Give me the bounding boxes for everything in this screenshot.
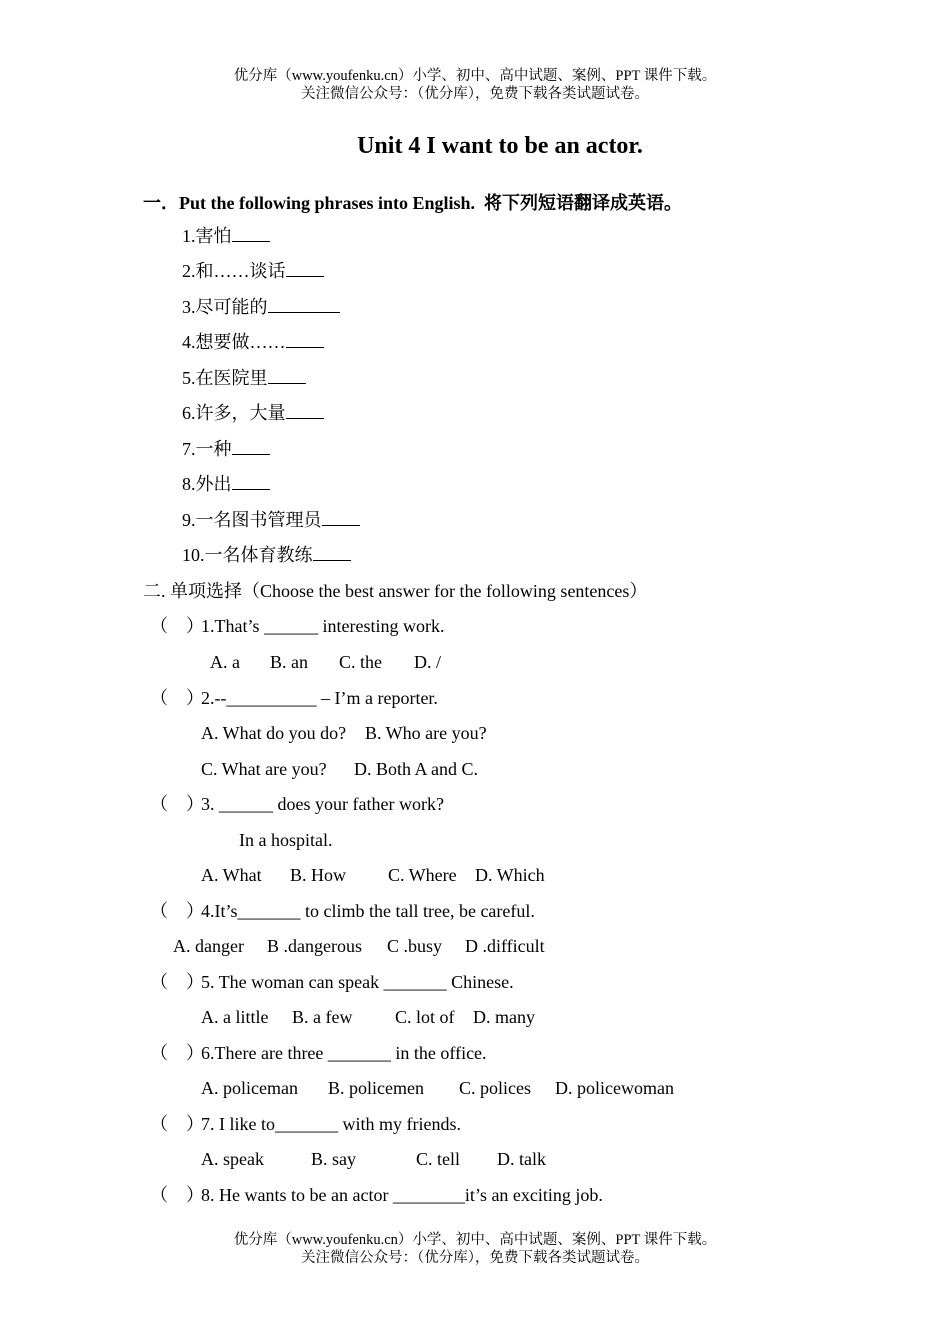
- q1-option-c: C. the: [339, 652, 382, 672]
- page-footer: [0, 1231, 950, 1267]
- section2-heading: 二. 单项选择（Choose the best answer for the following sentences）: [143, 581, 648, 601]
- q5-option-d: D. many: [473, 1007, 535, 1027]
- q7-option-c: C. tell: [416, 1149, 460, 1169]
- question-2-stem: 2.--__________ – I’m a reporter.: [201, 688, 438, 708]
- answer-blank[interactable]: [268, 367, 306, 384]
- q7-option-d: D. talk: [497, 1149, 546, 1169]
- q2-option-d: D. Both A and C.: [354, 759, 479, 779]
- answer-bracket[interactable]: （ ）: [150, 616, 204, 636]
- q1-option-d: D. /: [414, 652, 441, 672]
- answer-blank[interactable]: [286, 260, 324, 277]
- q3-option-b: B. How: [290, 865, 347, 885]
- q3-option-a: A. What: [201, 865, 262, 885]
- phrase-item: 9.一名图书管理员: [182, 508, 360, 532]
- phrase-item: 7.一种: [182, 437, 270, 461]
- answer-bracket[interactable]: （ ）: [150, 794, 204, 814]
- answer-bracket[interactable]: （ ）: [150, 688, 204, 708]
- q5-option-a: A. a little: [201, 1007, 269, 1027]
- q3-option-d: D. Which: [475, 865, 545, 885]
- answer-blank[interactable]: [313, 544, 351, 561]
- answer-bracket[interactable]: （ ）: [150, 901, 204, 921]
- q7-option-a: A. speak: [201, 1149, 264, 1169]
- q2-option-c: C. What are you?: [201, 759, 327, 779]
- answer-bracket[interactable]: （ ）: [150, 1185, 204, 1205]
- q7-option-b: B. say: [311, 1149, 356, 1169]
- phrase-item: 10.一名体育教练: [182, 543, 351, 567]
- answer-blank[interactable]: [286, 402, 324, 419]
- q4-option-a: A. danger: [173, 936, 244, 956]
- q6-option-c: C. polices: [459, 1078, 531, 1098]
- question-4-stem: 4.It’s_______ to climb the tall tree, be careful.: [201, 901, 535, 921]
- answer-bracket[interactable]: （ ）: [150, 972, 204, 992]
- q6-option-a: A. policeman: [201, 1078, 298, 1098]
- phrase-item: 6.许多，大量: [182, 401, 324, 425]
- header-line-1: 优分库（www.youfenku.cn）小学、初中、高中试题、案例、PPT 课件下载。: [233, 68, 717, 84]
- question-3-answer-line: In a hospital.: [239, 830, 333, 850]
- footer-line-1: 优分库（www.youfenku.cn）小学、初中、高中试题、案例、PPT 课件下载。: [233, 1232, 717, 1248]
- answer-blank[interactable]: [232, 438, 270, 455]
- answer-bracket[interactable]: （ ）: [150, 1043, 204, 1063]
- q4-option-b: B .dangerous: [267, 936, 362, 956]
- question-5-stem: 5. The woman can speak _______ Chinese.: [201, 972, 514, 992]
- q5-option-b: B. a few: [292, 1007, 353, 1027]
- answer-blank[interactable]: [322, 509, 360, 526]
- phrase-item: 8.外出: [182, 472, 270, 496]
- page-title: Unit 4 I want to be an actor.: [357, 133, 643, 159]
- section1-heading: 一．Put the following phrases into English. 将下列短语翻译成英语。: [143, 193, 683, 213]
- phrase-item: 5.在医院里: [182, 366, 306, 390]
- q1-option-a: A. a: [210, 652, 240, 672]
- q6-option-b: B. policemen: [328, 1078, 424, 1098]
- header-line-2: 关注微信公众号：（优分库），免费下载各类试题试卷。: [301, 86, 649, 102]
- answer-blank[interactable]: [232, 473, 270, 490]
- q4-option-c: C .busy: [387, 936, 443, 956]
- q5-option-c: C. lot of: [395, 1007, 455, 1027]
- question-6-stem: 6.There are three _______ in the office.: [201, 1043, 487, 1063]
- question-8-stem: 8. He wants to be an actor ________it’s an exciting job.: [201, 1185, 603, 1205]
- q1-option-b: B. an: [270, 652, 308, 672]
- q2-option-b: B. Who are you?: [365, 723, 487, 743]
- question-3-stem: 3. ______ does your father work?: [201, 794, 444, 814]
- phrase-item: 3.尽可能的: [182, 295, 340, 319]
- footer-line-2: 关注微信公众号：（优分库），免费下载各类试题试卷。: [301, 1250, 649, 1266]
- q6-option-d: D. policewoman: [555, 1078, 674, 1098]
- answer-blank[interactable]: [268, 296, 340, 313]
- phrase-item: 2.和……谈话: [182, 259, 324, 283]
- question-1-stem: 1.That’s ______ interesting work.: [201, 616, 445, 636]
- answer-blank[interactable]: [232, 225, 270, 242]
- phrase-item: 1.害怕: [182, 224, 270, 248]
- q4-option-d: D .difficult: [465, 936, 545, 956]
- phrase-item: 4.想要做……: [182, 330, 324, 354]
- page-header: [0, 67, 950, 103]
- answer-bracket[interactable]: （ ）: [150, 1114, 204, 1134]
- q3-option-c: C. Where: [388, 865, 457, 885]
- q2-option-a: A. What do you do?: [201, 723, 347, 743]
- question-7-stem: 7. I like to_______ with my friends.: [201, 1114, 461, 1134]
- answer-blank[interactable]: [286, 331, 324, 348]
